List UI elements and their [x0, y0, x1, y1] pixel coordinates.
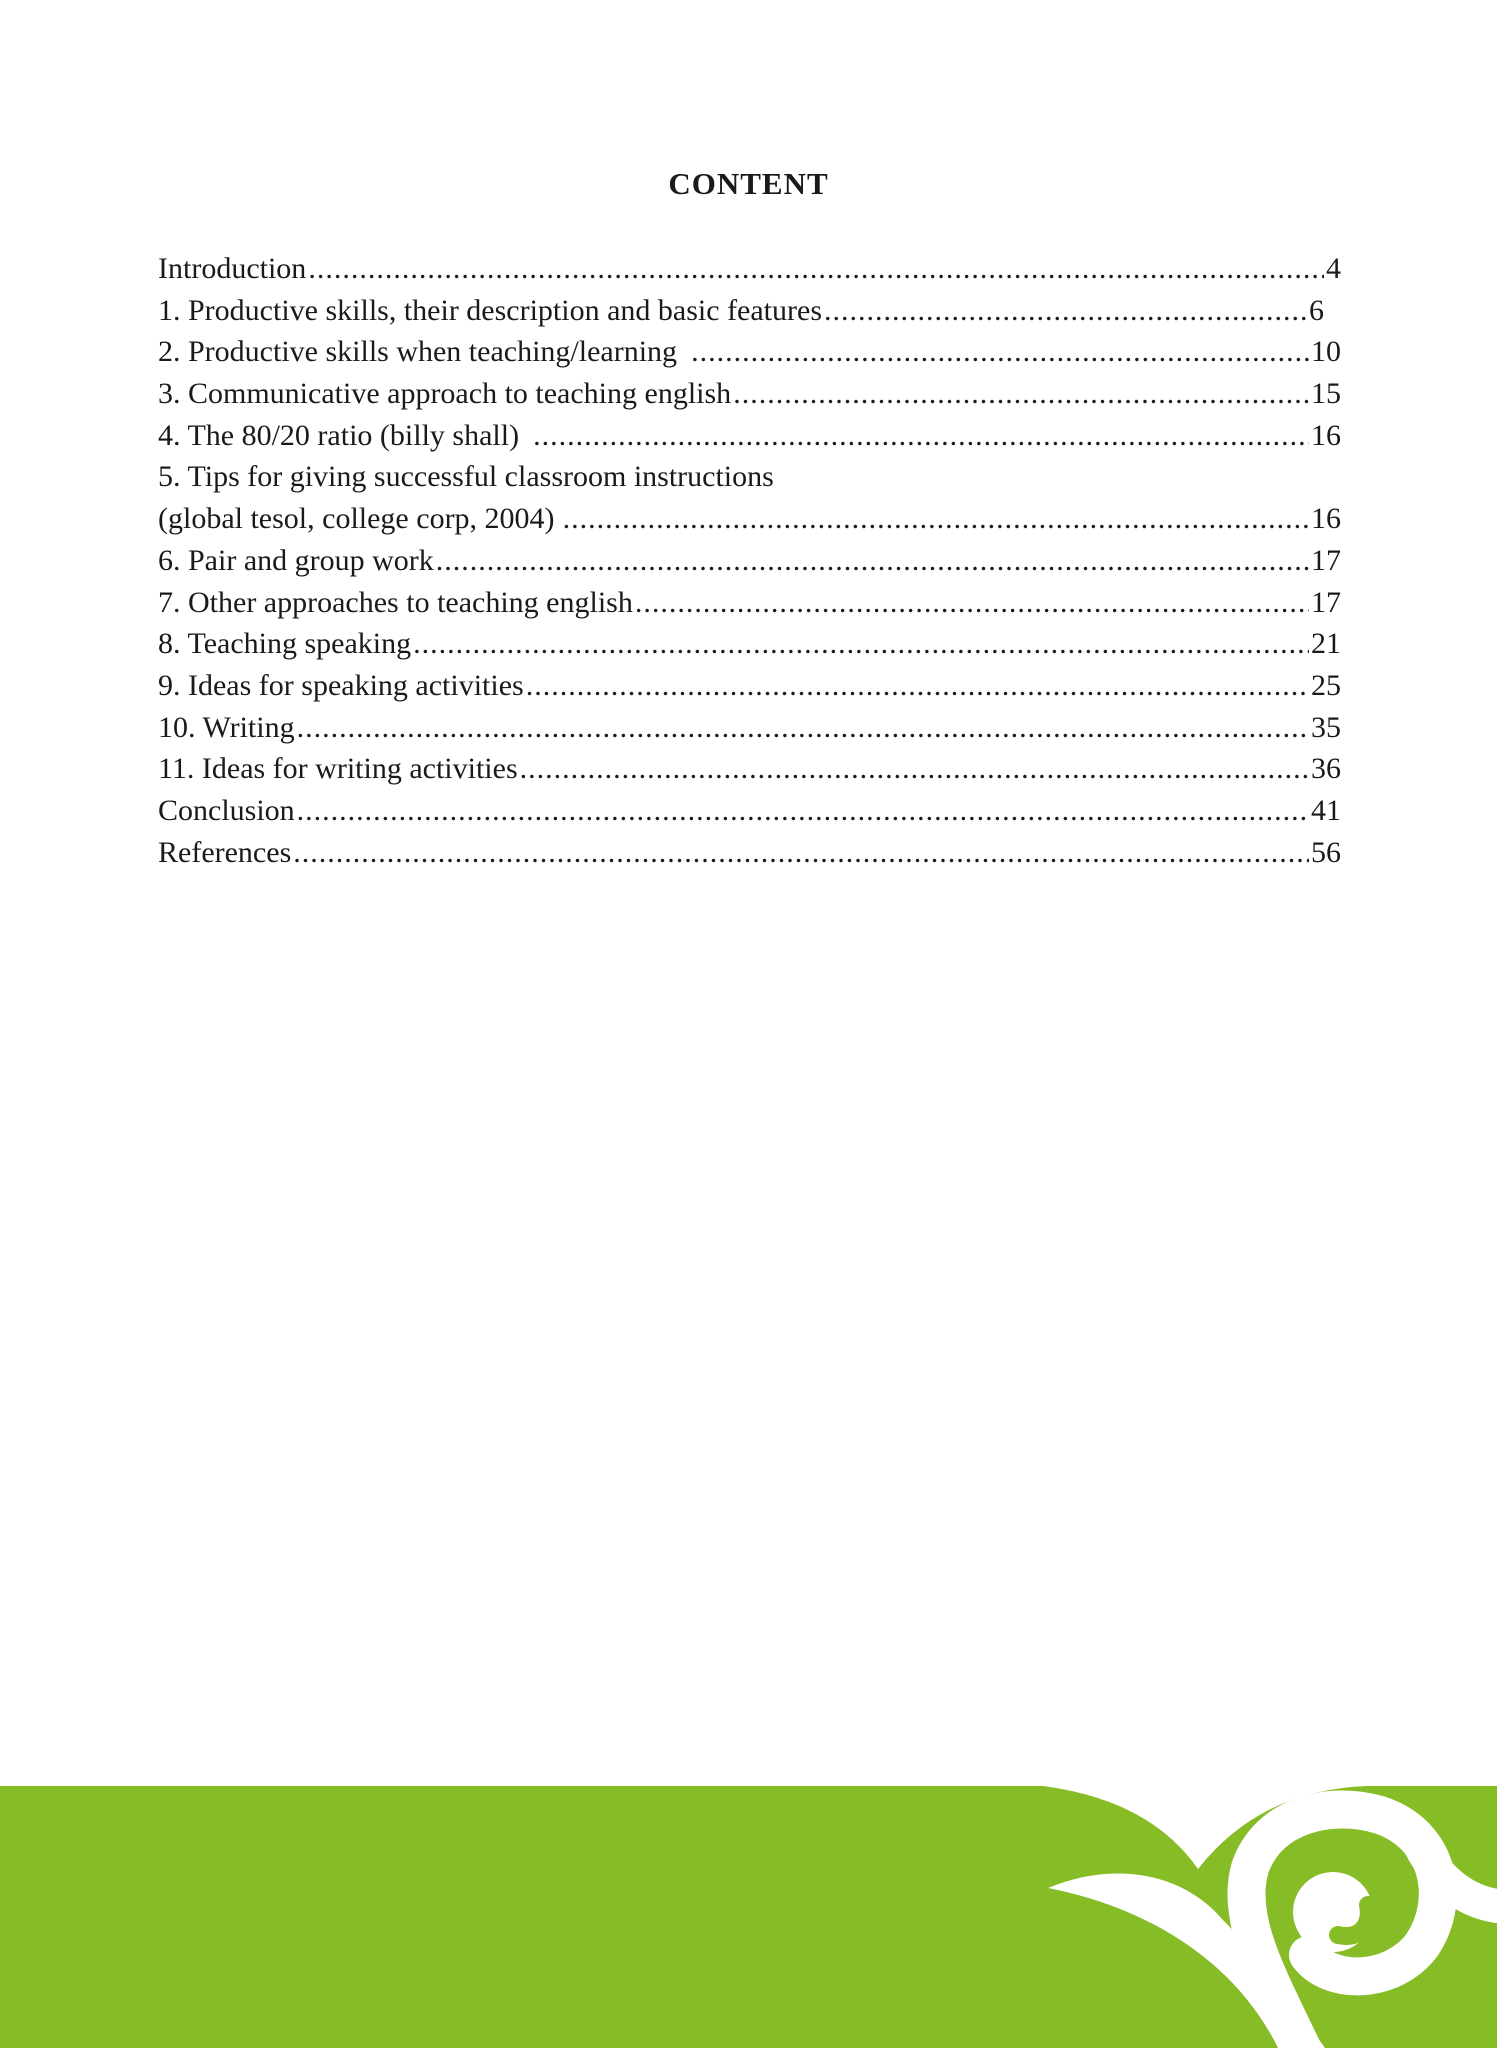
toc-label: Introduction: [158, 252, 307, 285]
dot-leader: [563, 502, 1309, 536]
toc-page-number: 56: [1311, 835, 1341, 869]
toc-label: 2. Productive skills when teaching/learning: [158, 335, 678, 369]
toc-entry[interactable]: [158, 752, 1341, 794]
toc-page-number: 21: [1311, 627, 1341, 661]
dot-leader: [297, 711, 1309, 745]
toc-page-number: 36: [1311, 752, 1341, 786]
dot-leader: [824, 294, 1307, 328]
toc-page-number: 15: [1311, 377, 1341, 411]
toc-label: 3. Communicative approach to teaching english: [158, 377, 732, 411]
toc-entry[interactable]: [158, 335, 1341, 377]
dot-leader: [533, 419, 1309, 453]
toc-page-number: 17: [1311, 585, 1341, 619]
dot-leader: [526, 669, 1309, 703]
toc-page-number: 41: [1311, 793, 1341, 827]
toc-entry[interactable]: [158, 711, 1341, 753]
toc-label: 9. Ideas for speaking activities: [158, 668, 524, 702]
toc-entry[interactable]: [158, 502, 1341, 544]
toc-entry-introduction[interactable]: [158, 252, 1341, 294]
toc-entry[interactable]: [158, 794, 1341, 836]
toc-entry[interactable]: [158, 586, 1341, 628]
toc-page-number: 10: [1311, 335, 1341, 369]
toc-entry-first-line[interactable]: [158, 460, 1341, 502]
toc-entry[interactable]: [158, 419, 1341, 461]
toc-label: 6. Pair and group work: [158, 543, 434, 577]
toc-page-number: 17: [1311, 543, 1341, 577]
toc-entry[interactable]: [158, 627, 1341, 669]
toc-label: References: [158, 835, 292, 869]
toc-entry[interactable]: [158, 836, 1341, 878]
toc-page-number: 16: [1311, 502, 1341, 536]
page-title: CONTENT: [668, 166, 829, 201]
toc-label: 5. Tips for giving successful classroom instructions: [158, 460, 774, 494]
dot-leader: [413, 627, 1309, 661]
toc-label: 8. Teaching speaking: [158, 627, 412, 661]
toc-page-number: 25: [1311, 668, 1341, 702]
toc-page-number: 35: [1311, 710, 1341, 744]
toc-entry[interactable]: [158, 669, 1341, 711]
toc-page-number: 4: [1326, 252, 1341, 285]
toc-label: 7. Other approaches to teaching english: [158, 585, 633, 619]
dot-leader: [635, 586, 1309, 620]
dot-leader: [436, 544, 1309, 578]
toc-label: 4. The 80/20 ratio (billy shall): [158, 418, 520, 452]
toc-label: Conclusion: [158, 793, 295, 827]
dot-leader: [293, 836, 1309, 870]
dot-leader: [733, 377, 1309, 411]
dot-leader: [297, 794, 1309, 828]
dot-leader: [308, 252, 1324, 286]
toc-entry[interactable]: [158, 294, 1341, 336]
table-of-contents: [158, 252, 1341, 877]
toc-label: 11. Ideas for writing activities: [158, 752, 518, 786]
toc-entry[interactable]: [158, 544, 1341, 586]
toc-label: 10. Writing: [158, 710, 295, 744]
toc-label-continued: (global tesol, college corp, 2004): [158, 502, 555, 536]
toc-label: 1. Productive skills, their description and basic features: [158, 293, 822, 327]
dot-leader: [520, 752, 1309, 786]
dot-leader: [691, 335, 1309, 369]
toc-entry[interactable]: [158, 377, 1341, 419]
toc-page-number: 16: [1311, 418, 1341, 452]
toc-page-number: 6: [1309, 293, 1324, 327]
